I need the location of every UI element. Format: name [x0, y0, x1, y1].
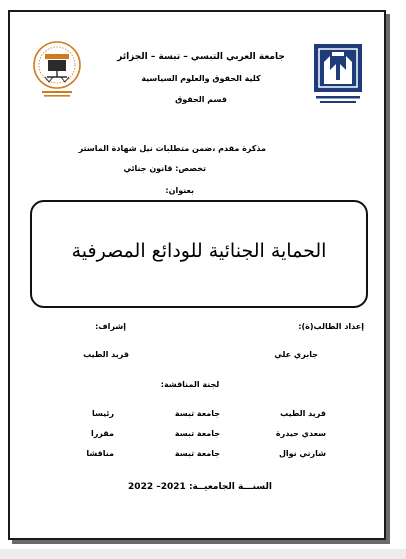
committee-member-name: سعدي حيدرة — [275, 429, 326, 438]
committee-member-university: جامعة تبسة — [174, 409, 220, 418]
committee-member-role: رئيسا — [91, 409, 114, 418]
committee-member-university: جامعة تبسة — [174, 449, 220, 458]
supervision-label: إشراف: — [95, 322, 126, 331]
committee-member-role: مقررا — [90, 429, 114, 438]
thesis-title: الحماية الجنائية للودائع المصرفية — [71, 240, 327, 262]
specialty-line: تخصص: قانون جنائي — [123, 164, 206, 173]
university-name: جامعة العربي التبسي – تبسة – الجزائر — [117, 52, 285, 62]
committee-member-name: شارني نوال — [278, 449, 326, 458]
prep-label: إعداد الطالب(ة): — [298, 322, 364, 331]
title-box — [30, 200, 368, 308]
supervisor-name: قريد الطيب — [83, 350, 129, 359]
committee-member-role: مناقشا — [86, 449, 114, 458]
faculty-logo-icon — [32, 40, 82, 102]
university-logo-icon — [310, 40, 366, 110]
faculty-name: كلية الحقوق والعلوم السياسية — [141, 74, 261, 83]
committee-label: لجنة المناقشة: — [160, 380, 220, 389]
page-shadow-right — [386, 14, 390, 544]
department-name: قسم الحقوق — [175, 95, 227, 104]
student-name: جابري علي — [274, 350, 318, 359]
memo-line: مذكرة مقدم ،ضمن متطلبات نيل شهادة الماستر — [78, 144, 266, 153]
committee-member-name: قريد الطيب — [280, 409, 326, 418]
page-shadow-bottom — [12, 540, 390, 544]
document-page — [8, 10, 386, 540]
subject-label: بعنوان: — [165, 186, 194, 195]
academic-year: السنـــة الجامعيــة: 2021– 2022 — [128, 482, 272, 492]
committee-member-university: جامعة تبسة — [174, 429, 220, 438]
viewer-bottom-bar — [0, 549, 406, 559]
